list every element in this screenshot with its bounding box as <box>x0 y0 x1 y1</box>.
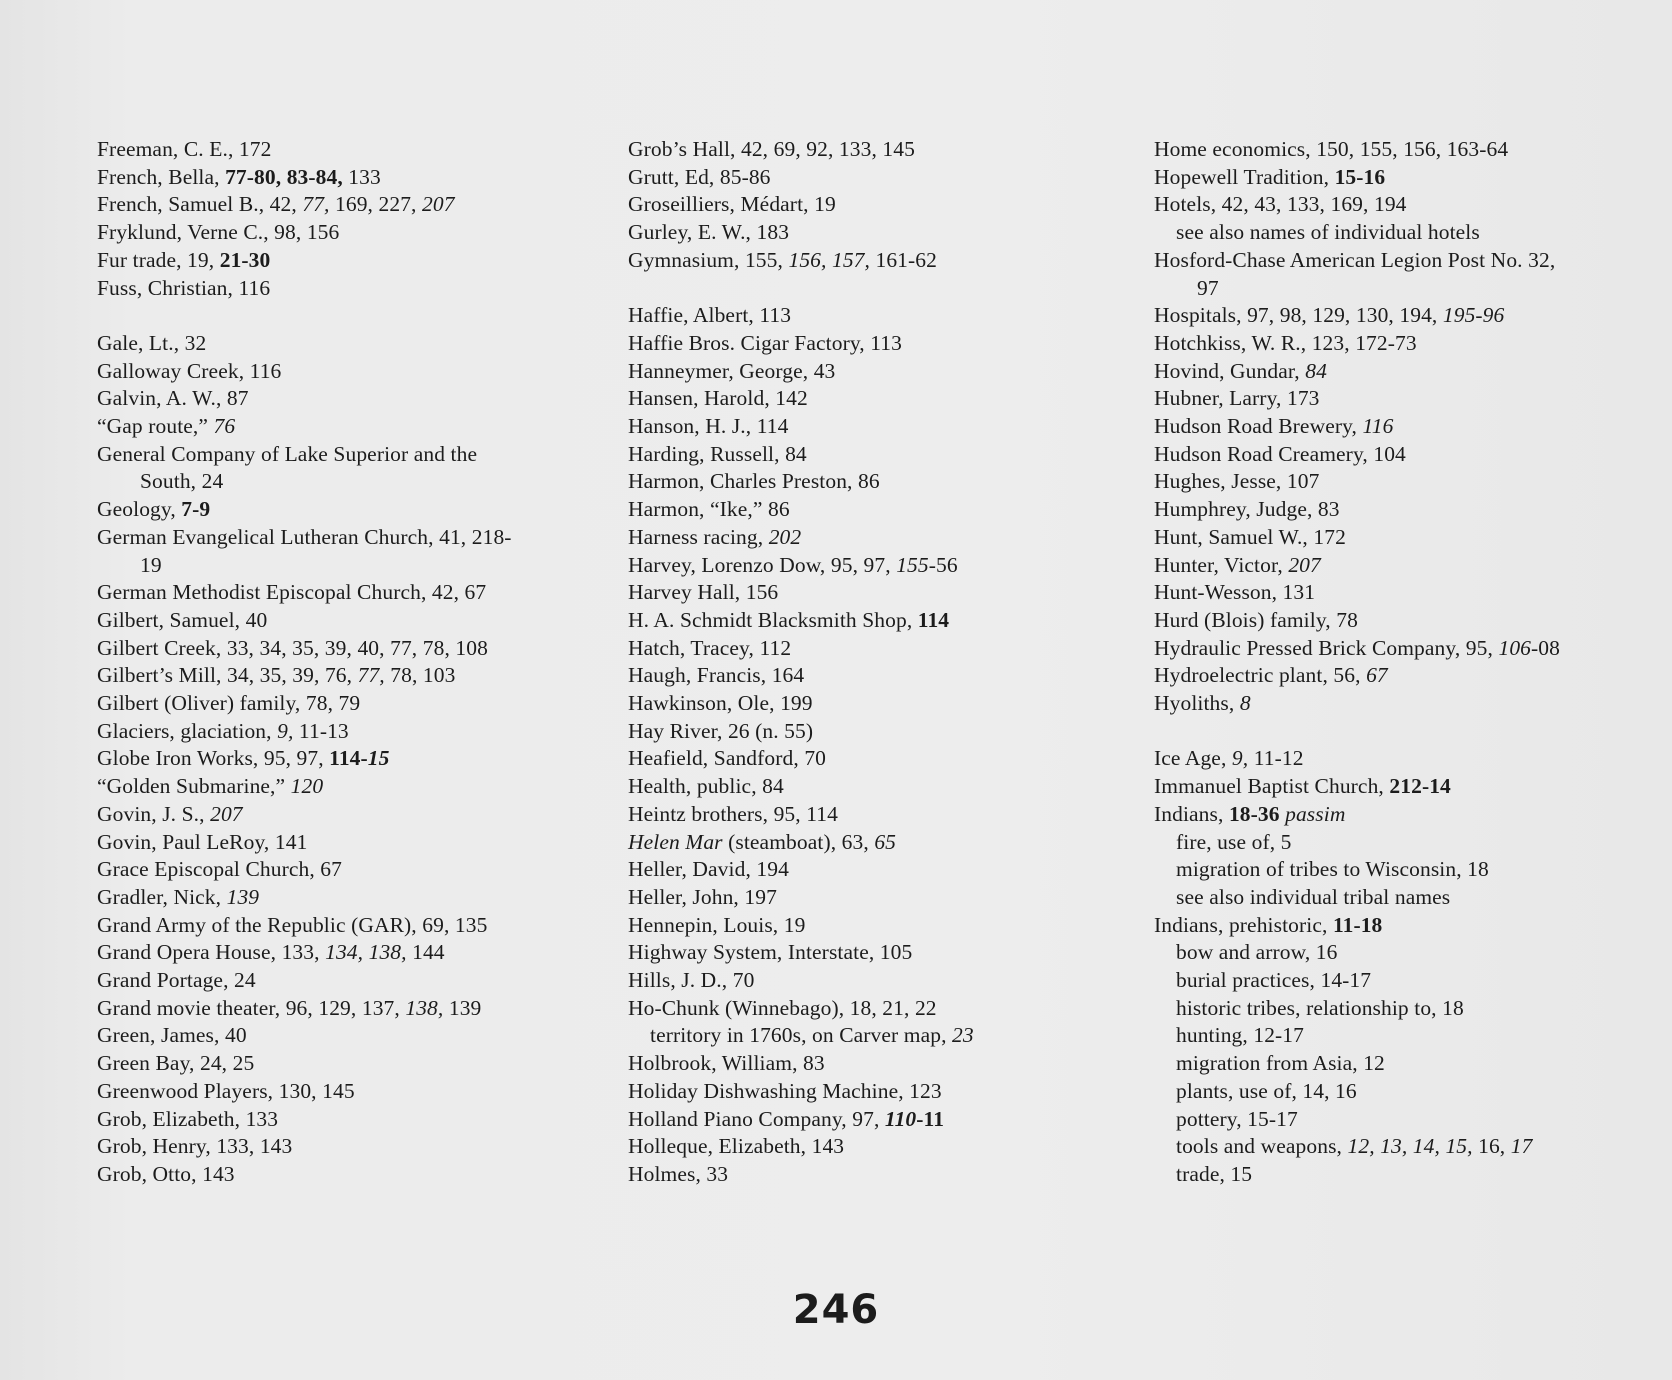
entry-text: “Golden Submarine,” <box>97 774 291 799</box>
letter-gap <box>1154 718 1654 746</box>
index-entry <box>97 524 567 552</box>
index-entry <box>97 856 567 884</box>
index-column-1 <box>97 136 567 1189</box>
entry-text: 18-36 <box>1228 801 1280 826</box>
index-entry <box>628 219 1098 247</box>
entry-text: Fuss, Christian, 116 <box>97 275 271 300</box>
entry-text: 15-16 <box>1334 164 1386 189</box>
entry-text: 144 <box>406 940 445 965</box>
entry-text: Hatch, Tracey, 112 <box>628 635 792 660</box>
entry-text: Hubner, Larry, 173 <box>1154 386 1320 411</box>
entry-text: 133 <box>342 164 381 189</box>
index-entry <box>628 579 1098 607</box>
entry-text: 67 <box>1366 663 1388 688</box>
index-entry <box>1154 247 1654 275</box>
entry-text: Grand Portage, 24 <box>97 968 256 993</box>
entry-text: Hotchkiss, W. R., 123, 172-73 <box>1154 330 1417 355</box>
entry-text: 77, <box>357 663 385 688</box>
entry-text: 156, 157, <box>788 247 870 272</box>
entry-text: Harmon, Charles Preston, 86 <box>628 469 880 494</box>
index-entry <box>1154 607 1654 635</box>
entry-text: German Evangelical Lutheran Church, 41, 218- <box>97 524 512 549</box>
index-entry <box>628 468 1098 496</box>
entry-text: Grand movie theater, 96, 129, 137, <box>97 995 406 1020</box>
entry-text: Freeman, C. E., 172 <box>97 137 272 161</box>
index-entry <box>628 884 1098 912</box>
index-entry <box>1154 413 1654 441</box>
index-entry <box>97 1078 567 1106</box>
index-entry <box>97 1133 567 1161</box>
entry-text: Greenwood Players, 130, 145 <box>97 1078 355 1103</box>
entry-text: Home economics, 150, 155, 156, 163-64 <box>1154 137 1509 161</box>
entry-text: 97 <box>1197 275 1219 300</box>
index-entry <box>1154 164 1654 192</box>
index-entry <box>628 552 1098 580</box>
entry-text: Hanson, H. J., 114 <box>628 414 789 439</box>
index-subentry <box>1154 967 1654 995</box>
entry-text: 202 <box>768 524 802 549</box>
entry-text: “Gap route,” <box>97 414 214 439</box>
index-entry <box>628 939 1098 967</box>
entry-text: migration from Asia, 12 <box>1176 1051 1385 1076</box>
entry-text: 9, <box>277 718 294 743</box>
index-entry <box>628 690 1098 718</box>
entry-text: Hughes, Jesse, 107 <box>1154 469 1320 494</box>
entry-text: Hunt, Samuel W., 172 <box>1154 524 1346 549</box>
entry-text: French, Samuel B., 42, <box>97 192 303 217</box>
entry-text: -11 <box>916 1106 945 1131</box>
entry-text: Harness racing, <box>628 524 769 549</box>
entry-text: Green, James, 40 <box>97 1023 247 1048</box>
entry-text: migration of tribes to Wisconsin, 18 <box>1176 857 1489 882</box>
index-entry <box>97 579 567 607</box>
entry-text: Hopewell Tradition, <box>1154 164 1335 189</box>
index-entry <box>97 136 567 164</box>
entry-text: 120 <box>290 774 324 799</box>
index-entry <box>1154 635 1654 663</box>
index-subentry <box>1154 1161 1654 1189</box>
entry-text: Fryklund, Verne C., 98, 156 <box>97 220 340 245</box>
index-entry <box>628 385 1098 413</box>
entry-text: 138, <box>405 995 444 1020</box>
index-subentry <box>1154 884 1654 912</box>
entry-text: burial practices, 14-17 <box>1176 968 1372 993</box>
entry-text: Gilbert (Oliver) family, 78, 79 <box>97 691 361 716</box>
entry-text: 207 <box>210 801 243 826</box>
index-entry <box>97 441 567 469</box>
entry-text: Hosford-Chase American Legion Post No. 32, <box>1154 247 1556 272</box>
entry-text: Gilbert’s Mill, 34, 35, 39, 76, <box>97 663 358 688</box>
entry-text: Hospitals, 97, 98, 129, 130, 194, <box>1154 303 1443 328</box>
entry-text: Hudson Road Brewery, <box>1154 414 1363 439</box>
entry-text: 9, <box>1231 746 1249 771</box>
entry-text: Galvin, A. W., 87 <box>97 386 249 411</box>
index-entry <box>97 1050 567 1078</box>
index-subentry <box>1154 856 1654 884</box>
entry-text: Gilbert, Samuel, 40 <box>97 607 268 632</box>
index-entry <box>1154 496 1654 524</box>
index-entry <box>628 302 1098 330</box>
entry-text: Gilbert Creek, 33, 34, 35, 39, 40, 77, 78, 108 <box>97 635 488 660</box>
entry-text: Green Bay, 24, 25 <box>97 1051 255 1076</box>
index-entry <box>628 1078 1098 1106</box>
entry-text: Galloway Creek, 116 <box>97 358 282 383</box>
entry-text: Heller, David, 194 <box>628 857 789 882</box>
index-entry <box>97 773 567 801</box>
index-entry <box>628 912 1098 940</box>
entry-text: Groseilliers, Médart, 19 <box>628 192 836 217</box>
index-entry <box>97 912 567 940</box>
index-entry <box>1154 662 1654 690</box>
entry-text: 19 <box>140 552 162 577</box>
index-entry <box>628 164 1098 192</box>
entry-text: Helen Mar <box>628 829 723 854</box>
entry-text: 11-18 <box>1332 912 1383 937</box>
entry-text: Humphrey, Judge, 83 <box>1154 497 1340 522</box>
entry-text: 16, <box>1472 1134 1511 1159</box>
index-entry <box>1154 441 1654 469</box>
index-subentry <box>1154 1050 1654 1078</box>
entry-text: French, Bella, <box>97 164 226 189</box>
index-entry <box>97 718 567 746</box>
index-subentry <box>1154 1133 1654 1161</box>
entry-text: hunting, 12-17 <box>1176 1023 1305 1048</box>
entry-text: 78, 103 <box>384 663 456 688</box>
index-entry <box>628 773 1098 801</box>
index-entry <box>97 164 567 192</box>
entry-text: Hyoliths, <box>1154 691 1240 716</box>
index-entry <box>628 247 1098 275</box>
entry-text: trade, 15 <box>1176 1162 1253 1186</box>
index-entry <box>97 995 567 1023</box>
index-entry <box>628 995 1098 1023</box>
entry-text: Harvey Hall, 156 <box>628 580 779 605</box>
entry-text: Indians, prehistoric, <box>1154 912 1333 937</box>
entry-text: Haugh, Francis, 164 <box>628 663 805 688</box>
entry-text: South, 24 <box>140 469 224 494</box>
letter-gap <box>628 275 1098 303</box>
entry-text: 7-9 <box>181 497 211 522</box>
index-entry <box>1154 801 1654 829</box>
index-entry <box>97 967 567 995</box>
entry-text: Holmes, 33 <box>628 1162 729 1186</box>
entry-text: General Company of Lake Superior and the <box>97 441 478 466</box>
entry-text: Glaciers, glaciation, <box>97 718 278 743</box>
entry-text: 212-14 <box>1389 774 1451 799</box>
index-entry <box>628 1050 1098 1078</box>
index-subentry <box>1154 1022 1654 1050</box>
entry-text: Holland Piano Company, 97, <box>628 1106 885 1131</box>
index-entry <box>1154 745 1654 773</box>
entry-text: -56 <box>928 552 958 577</box>
letter-gap <box>97 302 567 330</box>
index-entry <box>1154 358 1654 386</box>
index-entry <box>628 718 1098 746</box>
index-subentry <box>1154 219 1654 247</box>
entry-text: 114- <box>329 746 368 771</box>
index-subentry <box>1154 1078 1654 1106</box>
index-entry <box>97 801 567 829</box>
index-entry <box>1154 773 1654 801</box>
entry-text: Heafield, Sandford, 70 <box>628 746 827 771</box>
entry-text: Hotels, 42, 43, 133, 169, 194 <box>1154 192 1407 217</box>
index-entry <box>628 607 1098 635</box>
entry-text: Hovind, Gundar, <box>1154 358 1306 383</box>
index-entry <box>97 358 567 386</box>
entry-text: 161-62 <box>870 247 937 272</box>
index-entry <box>628 358 1098 386</box>
index-entry <box>628 635 1098 663</box>
entry-text: Grand Army of the Republic (GAR), 69, 135 <box>97 912 488 937</box>
index-entry <box>628 1161 1098 1189</box>
entry-text: Gymnasium, 155, <box>628 247 789 272</box>
entry-text: Harding, Russell, 84 <box>628 441 807 466</box>
index-entry <box>1154 552 1654 580</box>
index-entry <box>628 441 1098 469</box>
index-entry <box>1154 524 1654 552</box>
entry-text: passim <box>1285 801 1346 826</box>
entry-text: 17 <box>1510 1134 1533 1159</box>
entry-text: Grob, Henry, 133, 143 <box>97 1134 293 1159</box>
entry-text: Grob’s Hall, 42, 69, 92, 133, 145 <box>628 137 915 161</box>
entry-text: Hennepin, Louis, 19 <box>628 912 806 937</box>
index-entry <box>1154 468 1654 496</box>
index-entry <box>97 884 567 912</box>
index-entry <box>1154 136 1654 164</box>
entry-text: bow and arrow, 16 <box>1176 940 1338 965</box>
index-entry <box>1154 912 1654 940</box>
entry-text: plants, use of, 14, 16 <box>1176 1078 1357 1103</box>
entry-text: 207 <box>1288 552 1321 577</box>
index-entry <box>97 496 567 524</box>
entry-text: see also names of individual hotels <box>1176 220 1480 245</box>
index-entry <box>97 191 567 219</box>
index-entry <box>628 496 1098 524</box>
entry-text: 139 <box>443 995 482 1020</box>
index-entry <box>97 1161 567 1189</box>
entry-text: historic tribes, relationship to, 18 <box>1176 995 1464 1020</box>
index-entry <box>97 275 567 303</box>
entry-text: Indians, <box>1154 801 1229 826</box>
entry-text: Govin, Paul LeRoy, 141 <box>97 829 308 854</box>
entry-text: territory in 1760s, on Carver map, <box>650 1023 953 1048</box>
entry-text: Haffie Bros. Cigar Factory, 113 <box>628 330 902 355</box>
entry-text: Fur trade, 19, <box>97 247 220 272</box>
index-entry-continuation <box>97 552 567 580</box>
page-number: 246 <box>792 1287 880 1333</box>
entry-text: Grutt, Ed, 85-86 <box>628 164 771 189</box>
entry-text: Grob, Elizabeth, 133 <box>97 1106 279 1131</box>
entry-text: Health, public, 84 <box>628 774 784 799</box>
entry-text: 139 <box>226 884 260 909</box>
entry-text: Hawkinson, Ole, 199 <box>628 691 813 716</box>
entry-text: 169, 227, <box>329 192 423 217</box>
entry-text: Gradler, Nick, <box>97 884 227 909</box>
entry-text: Hay River, 26 (n. 55) <box>628 718 814 743</box>
index-entry <box>97 330 567 358</box>
index-entry <box>628 136 1098 164</box>
index-entry <box>628 856 1098 884</box>
index-entry <box>97 662 567 690</box>
entry-text: 8 <box>1239 691 1251 716</box>
entry-text: 195-96 <box>1442 303 1505 328</box>
entry-text: 84 <box>1305 358 1327 383</box>
entry-text: Hunt-Wesson, 131 <box>1154 580 1316 605</box>
entry-text: Hanneymer, George, 43 <box>628 358 836 383</box>
index-entry <box>97 1106 567 1134</box>
entry-text: 106 <box>1498 635 1532 660</box>
entry-text: Hydraulic Pressed Brick Company, 95, <box>1154 635 1499 660</box>
entry-text: 21-30 <box>219 247 271 272</box>
index-entry <box>628 1106 1098 1134</box>
entry-text: 12, 13, 14, 15, <box>1347 1134 1473 1159</box>
entry-text: 207 <box>422 192 455 217</box>
entry-text: 134, 138, <box>325 940 407 965</box>
index-entry <box>97 690 567 718</box>
index-subentry <box>1154 939 1654 967</box>
entry-text: Highway System, Interstate, 105 <box>628 940 913 965</box>
entry-text: tools and weapons, <box>1176 1134 1348 1159</box>
entry-text: 11-13 <box>293 718 349 743</box>
index-entry <box>628 967 1098 995</box>
entry-text: fire, use of, 5 <box>1176 829 1292 854</box>
entry-text: Govin, J. S., <box>97 801 211 826</box>
entry-text: Harmon, “Ike,” 86 <box>628 497 790 522</box>
index-entry <box>628 524 1098 552</box>
entry-text: Hurd (Blois) family, 78 <box>1154 607 1358 632</box>
index-entry <box>1154 191 1654 219</box>
entry-text: 77-80, 83-84, <box>225 164 343 189</box>
entry-text: Hydroelectric plant, 56, <box>1154 663 1367 688</box>
entry-text: Gurley, E. W., 183 <box>628 220 790 245</box>
index-entry <box>1154 579 1654 607</box>
entry-text: Grand Opera House, 133, <box>97 940 326 965</box>
index-subentry <box>1154 995 1654 1023</box>
index-entry <box>1154 690 1654 718</box>
entry-text: Haffie, Albert, 113 <box>628 303 792 328</box>
index-entry <box>1154 385 1654 413</box>
entry-text: Hudson Road Creamery, 104 <box>1154 441 1406 466</box>
index-entry <box>1154 330 1654 358</box>
index-entry <box>628 330 1098 358</box>
index-entry-continuation <box>97 468 567 496</box>
index-entry <box>97 745 567 773</box>
entry-text: 116 <box>1362 414 1394 439</box>
entry-text: -08 <box>1531 635 1560 660</box>
entry-text: Ho-Chunk (Winnebago), 18, 21, 22 <box>628 995 937 1020</box>
index-entry <box>628 1133 1098 1161</box>
entry-text: Hills, J. D., 70 <box>628 968 755 993</box>
index-entry <box>628 662 1098 690</box>
entry-text: H. A. Schmidt Blacksmith Shop, <box>628 607 918 632</box>
index-entry <box>97 939 567 967</box>
index-column-2 <box>628 136 1098 1189</box>
index-entry <box>97 1022 567 1050</box>
index-subentry <box>1154 829 1654 857</box>
entry-text: Hansen, Harold, 142 <box>628 386 808 411</box>
index-entry <box>97 413 567 441</box>
index-entry <box>97 635 567 663</box>
index-entry <box>97 219 567 247</box>
entry-text: Heintz brothers, 95, 114 <box>628 801 838 826</box>
entry-text: German Methodist Episcopal Church, 42, 67 <box>97 580 487 605</box>
entry-text: Ice Age, <box>1154 746 1232 771</box>
index-subentry <box>1154 1106 1654 1134</box>
index-entry <box>97 385 567 413</box>
index-entry <box>628 801 1098 829</box>
entry-text: 77, <box>302 192 330 217</box>
entry-text: Immanuel Baptist Church, <box>1154 774 1390 799</box>
entry-text: 15 <box>367 746 390 771</box>
entry-text: Geology, <box>97 497 182 522</box>
index-column-3 <box>1154 136 1654 1189</box>
index-entry <box>97 829 567 857</box>
index-entry <box>97 247 567 275</box>
entry-text: pottery, 15-17 <box>1176 1106 1298 1131</box>
entry-text: Grob, Otto, 143 <box>97 1162 235 1186</box>
index-subentry <box>628 1022 1098 1050</box>
entry-text: 23 <box>952 1023 974 1048</box>
index-entry <box>628 745 1098 773</box>
index-entry <box>628 829 1098 857</box>
entry-text: Harvey, Lorenzo Dow, 95, 97, <box>628 552 897 577</box>
index-entry <box>628 191 1098 219</box>
index-entry <box>1154 302 1654 330</box>
entry-text: Heller, John, 197 <box>628 884 777 909</box>
entry-text: Holleque, Elizabeth, 143 <box>628 1134 845 1159</box>
entry-text: 155 <box>896 552 929 577</box>
entry-text: 11-12 <box>1248 746 1304 771</box>
entry-text: Grace Episcopal Church, 67 <box>97 857 342 882</box>
entry-text: (steamboat), 63, <box>722 829 875 854</box>
entry-text: 65 <box>874 829 897 854</box>
entry-text: Holiday Dishwashing Machine, 123 <box>628 1078 942 1103</box>
entry-text: Hunter, Victor, <box>1154 552 1289 577</box>
entry-text: Holbrook, William, 83 <box>628 1051 825 1076</box>
index-entry-continuation <box>1154 275 1654 303</box>
entry-text: 114 <box>917 607 950 632</box>
entry-text: 110 <box>884 1106 917 1131</box>
entry-text: 76 <box>213 414 236 439</box>
entry-text: see also individual tribal names <box>1176 884 1451 909</box>
entry-text: Gale, Lt., 32 <box>97 330 207 355</box>
index-entry <box>628 413 1098 441</box>
index-entry <box>97 607 567 635</box>
entry-text: Globe Iron Works, 95, 97, <box>97 746 330 771</box>
